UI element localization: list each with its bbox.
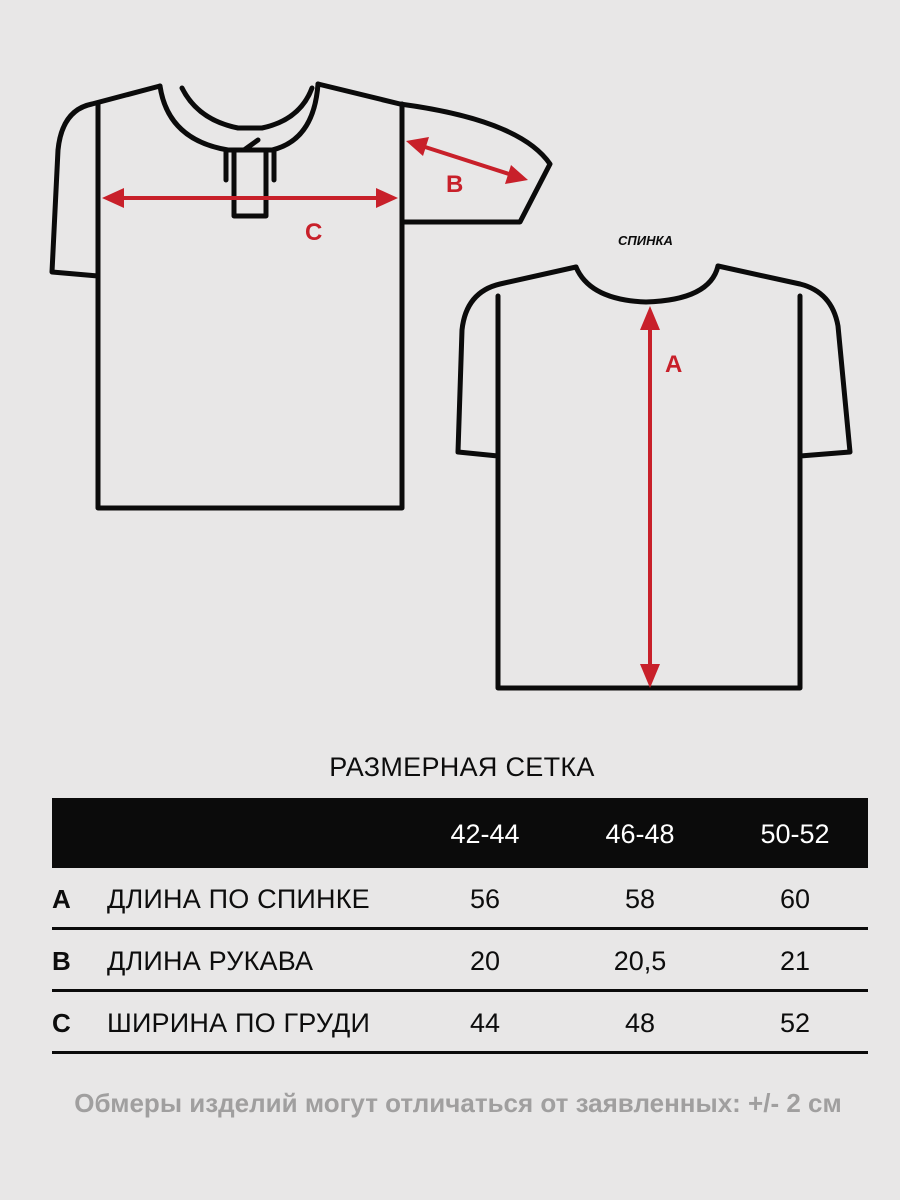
row-code: A: [52, 884, 71, 914]
table-row: [52, 992, 868, 1054]
row-value: 56: [469, 884, 501, 914]
size-table: [52, 798, 868, 1054]
measure-arrow-b: [406, 137, 528, 184]
measurement-tolerance-note: Обмеры изделий могут отличаться от заявленных: +/- 2 см: [74, 1088, 842, 1118]
back-view-label: СПИНКА: [618, 233, 673, 248]
marker-a-label: A: [665, 351, 683, 378]
row-value: 21: [779, 946, 811, 976]
row-value: 48: [624, 1008, 656, 1038]
row-code: C: [52, 1008, 71, 1038]
size-chart-title: РАЗМЕРНАЯ СЕТКА: [329, 752, 595, 782]
row-value: 20,5: [613, 946, 667, 976]
size-table-header: [52, 798, 868, 868]
row-measurement-name: ДЛИНА ПО СПИНКЕ: [107, 884, 370, 914]
row-value: 20: [469, 946, 501, 976]
row-value: 44: [469, 1008, 501, 1038]
row-code: B: [52, 946, 71, 976]
measure-arrow-c: [102, 188, 398, 208]
row-measurement-name: ДЛИНА РУКАВА: [107, 946, 314, 976]
row-value: 58: [624, 884, 656, 914]
table-row: [52, 930, 868, 992]
size-header-1: 42-44: [450, 819, 520, 849]
size-header-2: 46-48: [605, 819, 675, 849]
size-header-3: 50-52: [760, 819, 830, 849]
table-row: [52, 868, 868, 930]
measure-arrow-a: [640, 306, 660, 688]
marker-c-label: C: [305, 219, 323, 246]
marker-b-label: B: [446, 171, 464, 198]
row-value: 52: [779, 1008, 811, 1038]
row-measurement-name: ШИРИНА ПО ГРУДИ: [107, 1008, 371, 1038]
row-value: 60: [779, 884, 811, 914]
